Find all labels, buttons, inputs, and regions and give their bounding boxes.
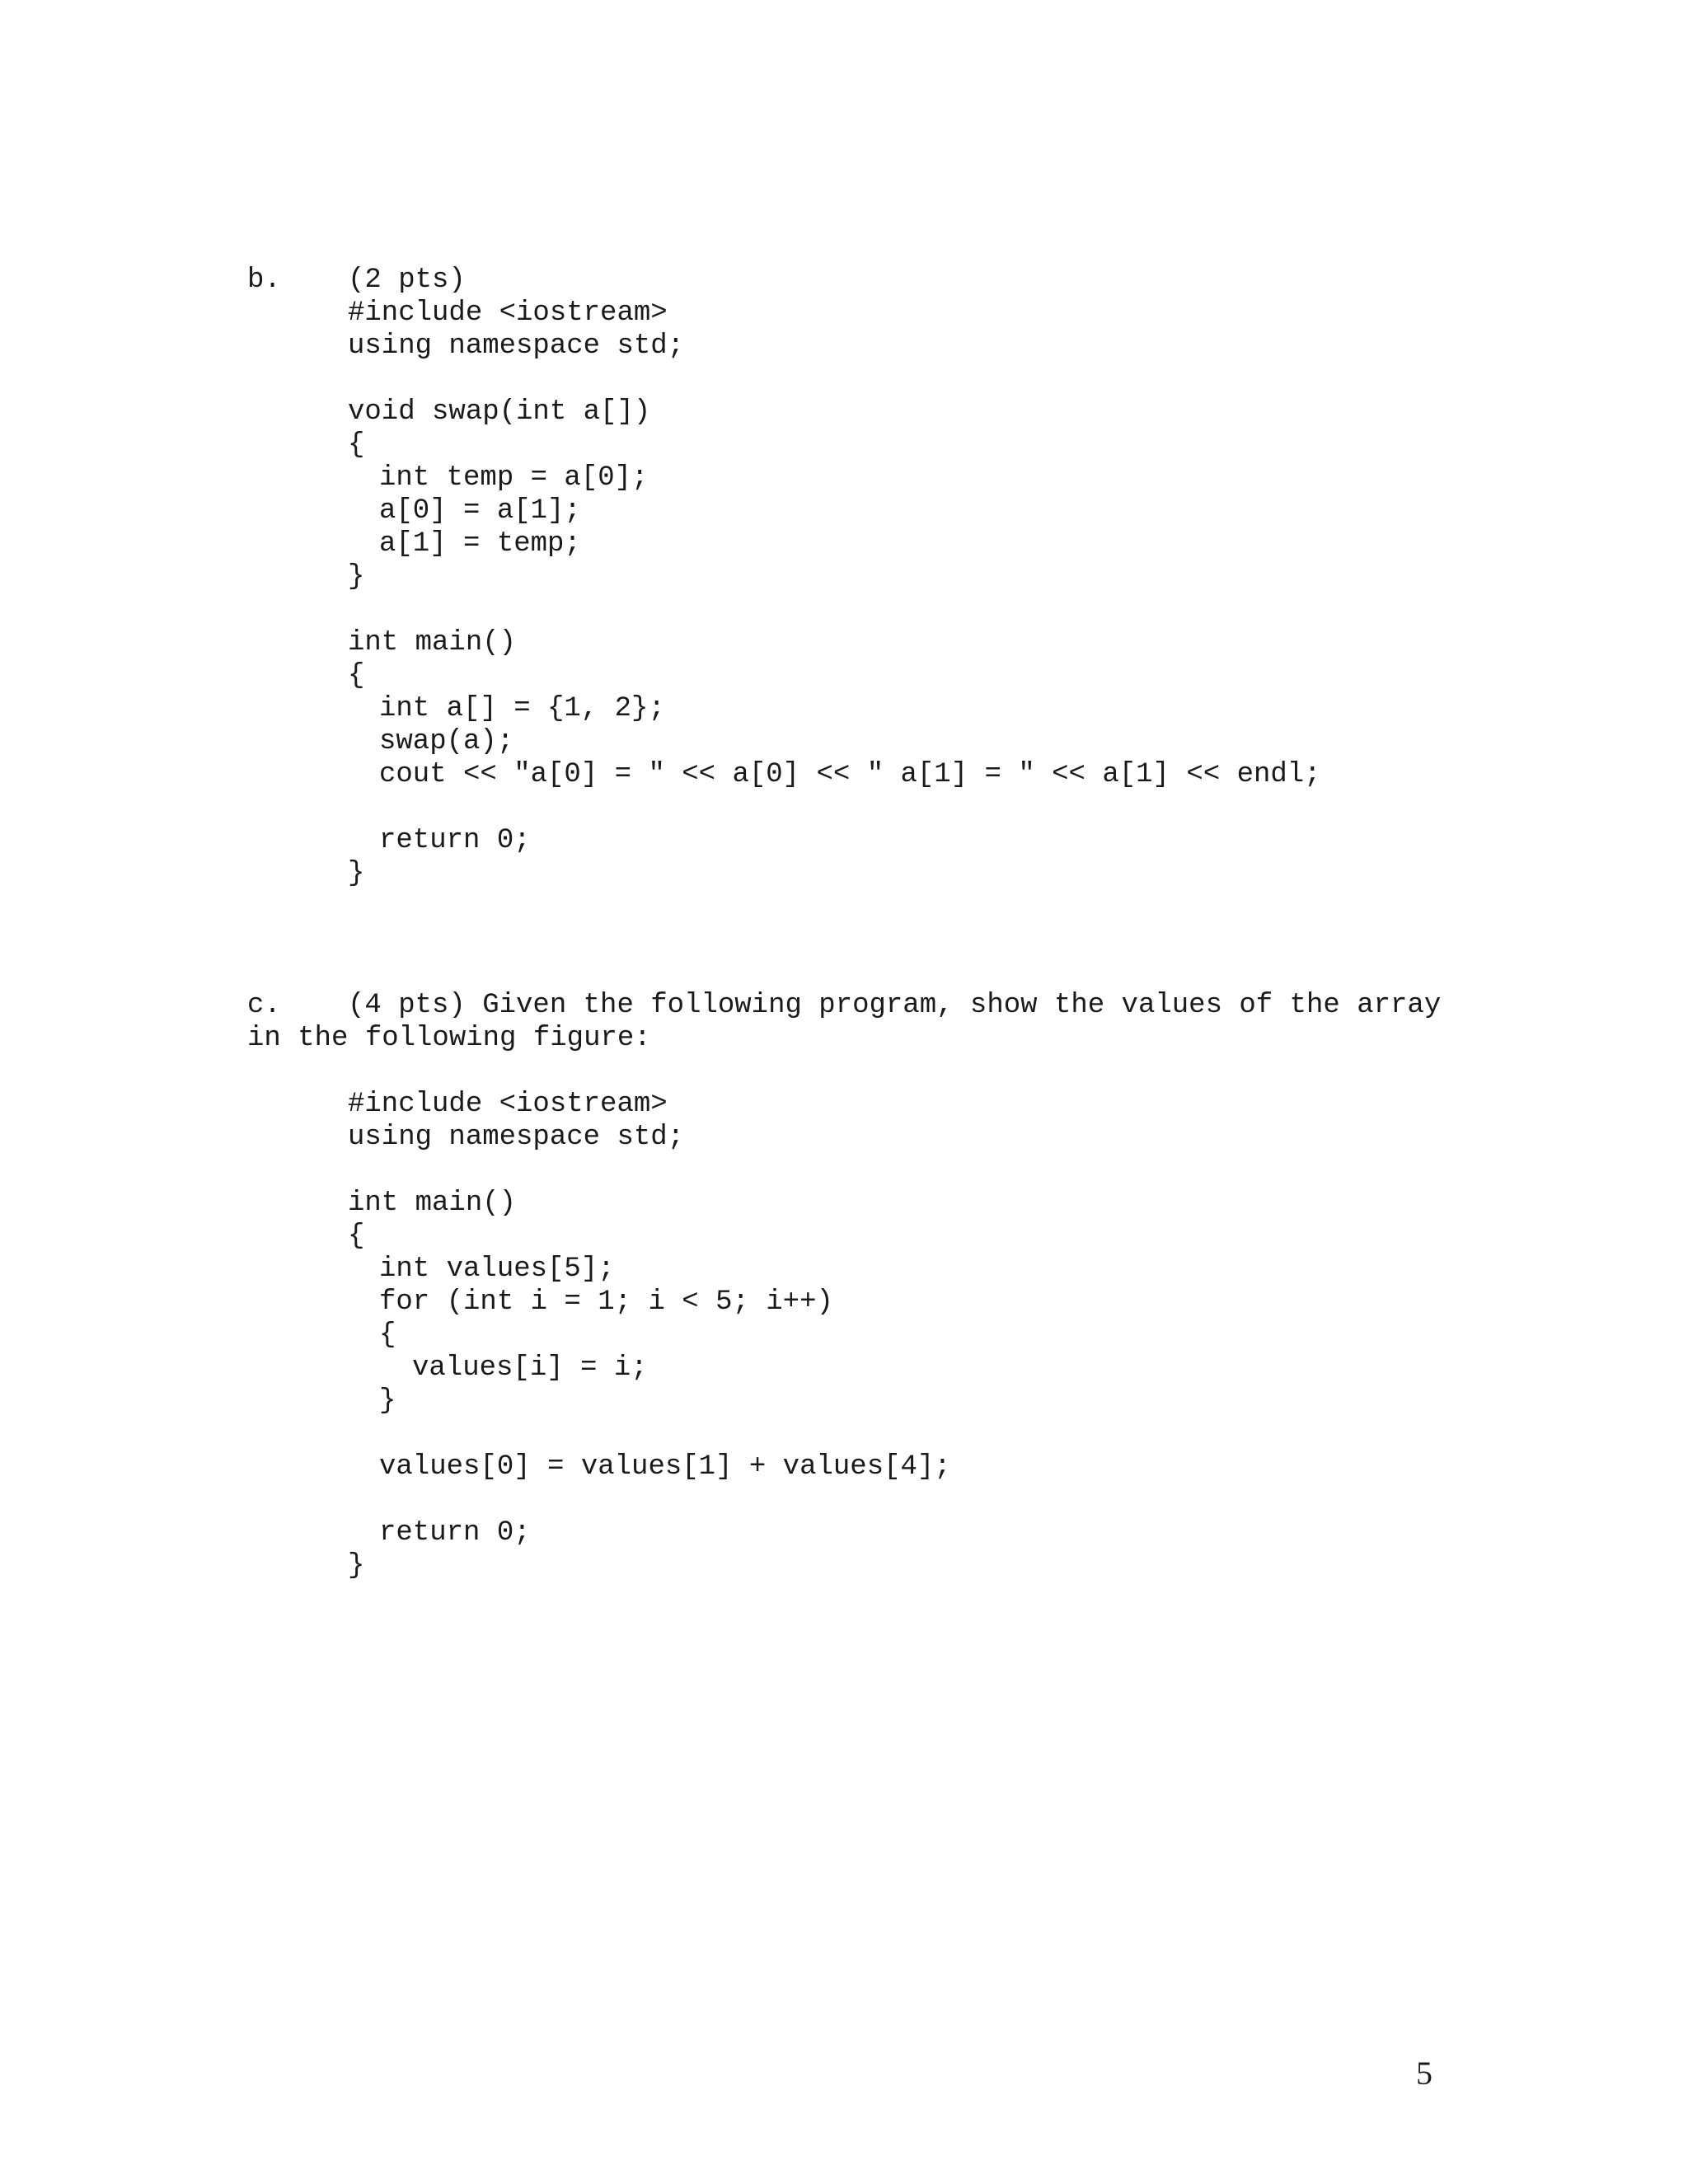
code-line: #include <iostream> (348, 298, 668, 329)
code-line: return 0; (379, 1517, 531, 1549)
code-line: values[0] = values[1] + values[4]; (379, 1451, 951, 1483)
code-line: } (348, 561, 365, 593)
question-c-marker: c. (247, 990, 281, 1021)
code-line: int main() (348, 1188, 517, 1219)
code-line: { (379, 1319, 396, 1351)
question-c-prompt-continued: in the following figure: (247, 1023, 651, 1054)
code-line: { (348, 660, 365, 691)
code-line: cout << "a[0] = " << a[0] << " a[1] = " << a[1] << endl; (379, 759, 1321, 790)
code-line: return 0; (379, 825, 531, 856)
code-line: } (379, 1385, 396, 1417)
code-line: #include <iostream> (348, 1089, 668, 1120)
code-line: a[1] = temp; (379, 528, 581, 560)
code-line: { (348, 1221, 365, 1252)
page-number: 5 (1416, 2055, 1432, 2092)
code-line: swap(a); (379, 726, 514, 757)
question-b-points: (2 pts) (348, 265, 466, 296)
code-line: values[i] = i; (412, 1352, 648, 1384)
code-line: a[0] = a[1]; (379, 495, 581, 527)
question-c-prompt: (4 pts) Given the following program, show the values of the array (348, 990, 1442, 1021)
code-line: void swap(int a[]) (348, 396, 651, 428)
code-line: } (348, 1550, 365, 1582)
code-line: int main() (348, 627, 517, 658)
code-line: { (348, 429, 365, 461)
code-line: int values[5]; (379, 1254, 615, 1285)
code-line: for (int i = 1; i < 5; i++) (379, 1286, 833, 1318)
code-line: int a[] = {1, 2}; (379, 693, 665, 724)
code-line: using namespace std; (348, 330, 685, 362)
question-b-marker: b. (247, 265, 281, 296)
code-line: } (348, 858, 365, 889)
code-line: int temp = a[0]; (379, 462, 649, 494)
code-line: using namespace std; (348, 1122, 685, 1153)
